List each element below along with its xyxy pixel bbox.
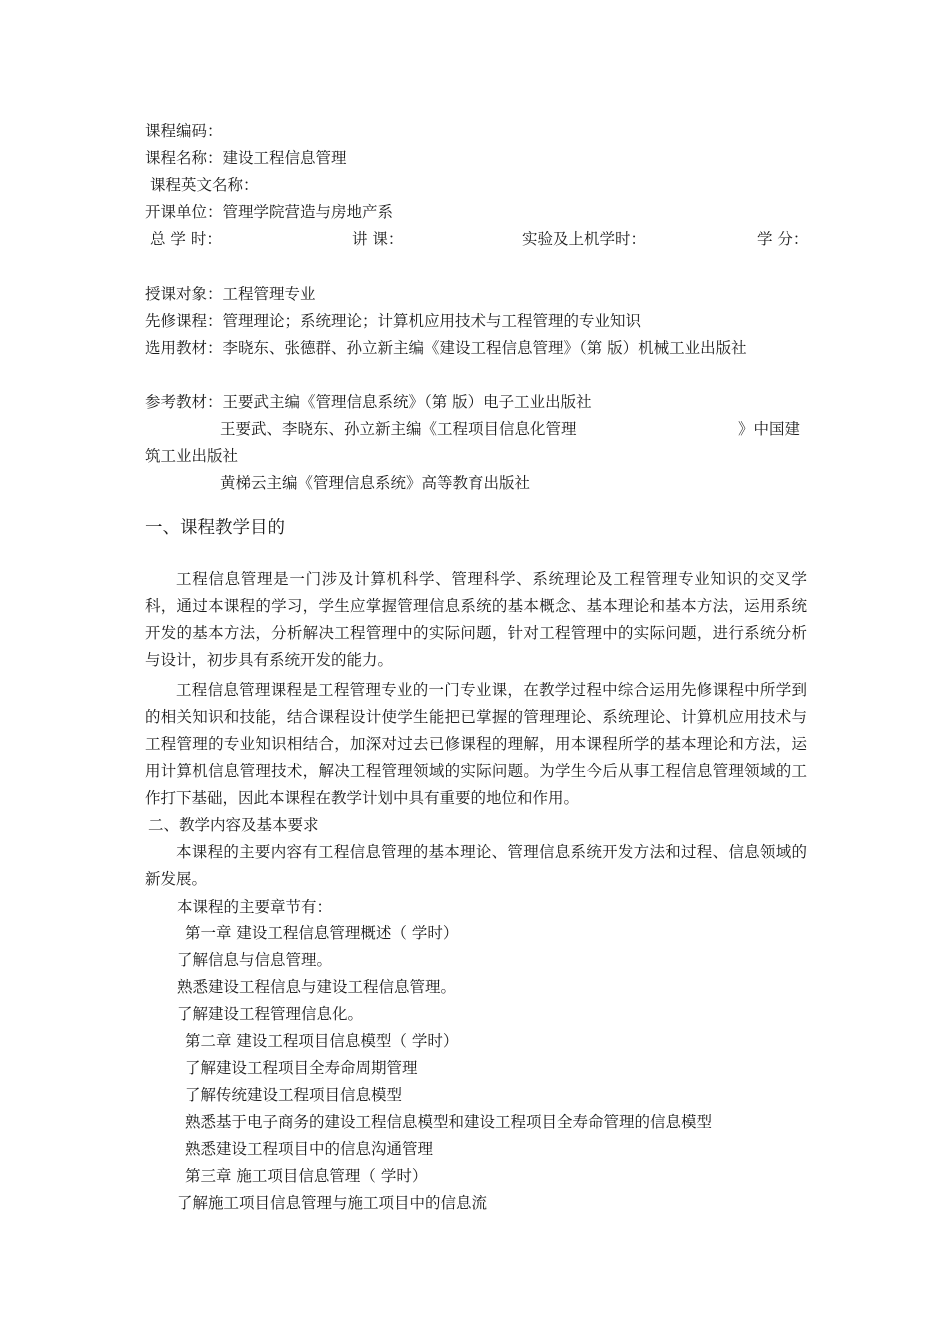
course-name: 课程名称：建设工程信息管理 xyxy=(145,149,347,167)
chapter-2-item: 了解传统建设工程项目信息模型 xyxy=(185,1086,403,1104)
section-2-title: 二、教学内容及基本要求 xyxy=(148,816,319,834)
chapter-2-title: 第二章 建设工程项目信息模型（ 学时） xyxy=(185,1032,459,1050)
reference-2-title: 王要武、李晓东、孙立新主编《工程项目信息化管理 xyxy=(220,420,577,438)
course-code: 课程编码： xyxy=(145,122,223,140)
hours-lecture: 讲 课： xyxy=(352,230,404,248)
chapter-1-item: 熟悉建设工程信息与建设工程信息管理。 xyxy=(177,978,457,996)
credits: 学 分： xyxy=(757,230,809,248)
course-audience: 授课对象：工程管理专业 xyxy=(145,285,316,303)
chapter-1-title: 第一章 建设工程信息管理概述（ 学时） xyxy=(185,924,459,942)
chapter-3-title: 第三章 施工项目信息管理（ 学时） xyxy=(185,1167,428,1185)
chapter-3-item: 了解施工项目信息管理与施工项目中的信息流 xyxy=(177,1194,488,1212)
course-english-name: 课程英文名称： xyxy=(150,176,259,194)
chapter-2-item: 熟悉基于电子商务的建设工程信息模型和建设工程项目全寿命管理的信息模型 xyxy=(185,1113,713,1131)
chapter-1-item: 了解信息与信息管理。 xyxy=(177,951,333,969)
section-1-title: 一、课程教学目的 xyxy=(145,518,285,538)
reference-3: 黄梯云主编《管理信息系统》高等教育出版社 xyxy=(220,474,531,492)
course-department: 开课单位：管理学院营造与房地产系 xyxy=(145,203,394,221)
hours-total: 总 学 时： xyxy=(150,230,222,248)
chapter-1-item: 了解建设工程管理信息化。 xyxy=(177,1005,364,1023)
section-1-paragraph-2: 工程信息管理课程是工程管理专业的一门专业课，在教学过程中综合运用先修课程中所学到的相关知识和技能，结合课程设计使学生能把已掌握的管理理论、系统理论、计算机应用技术与工程管理的专业知识相结合，加深对过去已修课程的理解，用本课程所学的基本理论和方法，运用计算机信息管理技术，解决工程管理领域的实际问题。为学生今后从事工程信息管理领域的工作打下基础，因此本课程在教学计划中具有重要的地位和作用。 xyxy=(145,681,807,807)
chapters-lead: 本课程的主要章节有： xyxy=(177,898,333,916)
course-prerequisites: 先修课程：管理理论；系统理论；计算机应用技术与工程管理的专业知识 xyxy=(145,312,642,330)
section-1-paragraph-1: 工程信息管理是一门涉及计算机科学、管理科学、系统理论及工程管理专业知识的交叉学科，通过本课程的学习，学生应掌握管理信息系统的基本概念、基本理论和基本方法，运用系统开发的基本方法，分析解决工程管理中的实际问题，针对工程管理中的实际问题，进行系统分析与设计，初步具有系统开发的能力。 xyxy=(145,570,807,669)
hours-lab: 实验及上机学时： xyxy=(522,230,647,248)
reference-2-publisher: 》中国建 xyxy=(738,420,801,438)
reference-1: 参考教材：王要武主编《管理信息系统》（第 版）电子工业出版社 xyxy=(145,393,592,411)
chapter-2-item: 了解建设工程项目全寿命周期管理 xyxy=(185,1059,418,1077)
chapter-2-item: 熟悉建设工程项目中的信息沟通管理 xyxy=(185,1140,434,1158)
section-2-intro: 本课程的主要内容有工程信息管理的基本理论、管理信息系统开发方法和过程、信息领域的新发展。 xyxy=(145,843,807,888)
reference-2-continued: 筑工业出版社 xyxy=(145,447,239,465)
course-textbook: 选用教材：李晓东、张德群、孙立新主编《建设工程信息管理》（第 版）机械工业出版社 xyxy=(145,339,747,357)
